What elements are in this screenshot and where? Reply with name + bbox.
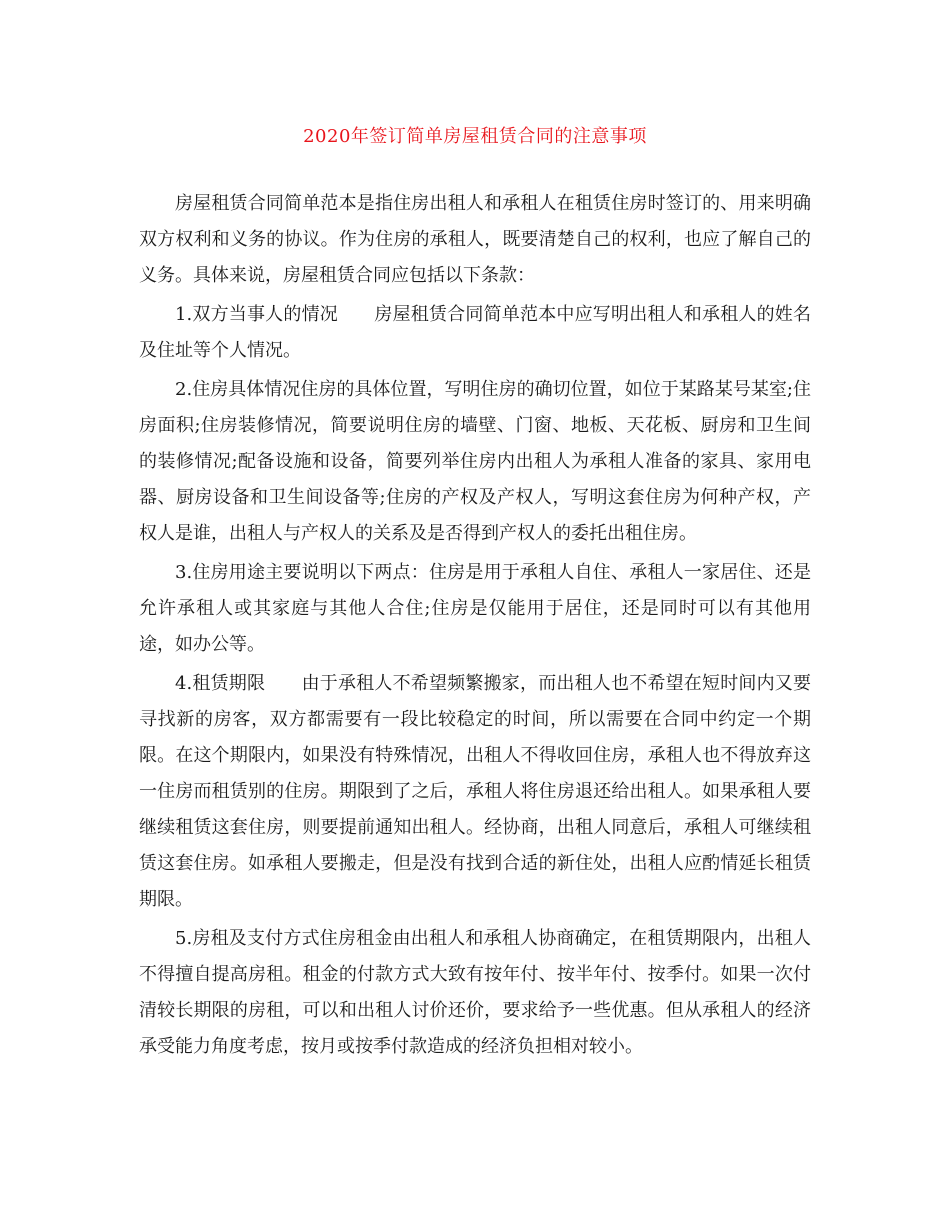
paragraph-housing-details: 2.住房具体情况住房的具体位置，写明住房的确切位置，如位于某路某号某室;住房面积;住房装修情况，简要说明住房的墙壁、门窗、地板、天花板、厨房和卫生间的装修情况;配备设施和设备，简要列举住房内出租人为承租人准备的家具、家用电器、厨房设备和卫生间设备等;住房的产权及产权人，写明这套住房为何种产权，产权人是谁，出租人与产权人的关系及是否得到产权人的委托出租住房。 [139, 379, 811, 544]
paragraph-housing-use: 3.住房用途主要说明以下两点：住房是用于承租人自住、承租人一家居住、还是允许承租人或其家庭与其他人合住;住房是仅能用于居住，还是同时可以有其他用途，如办公等。 [139, 562, 811, 655]
paragraph-rent-payment: 5.房租及支付方式住房租金由出租人和承租人协商确定，在租赁期限内，出租人不得擅自提高房租。租金的付款方式大致有按年付、按半年付、按季付。如果一次付清较长期限的房租，可以和出租人讨价还价，要求给予一些优惠。但从承租人的经济承受能力角度考虑，按月或按季付款造成的经济负担相对较小。 [139, 928, 811, 1057]
paragraph-parties: 1.双方当事人的情况 房屋租赁合同简单范本中应写明出租人和承租人的姓名及住址等个人情况。 [139, 304, 811, 361]
paragraph-intro: 房屋租赁合同简单范本是指住房出租人和承租人在租赁住房时签订的、用来明确双方权利和义务的协议。作为住房的承租人，既要清楚自己的权利，也应了解自己的义务。具体来说，房屋租赁合同应包括以下条款： [139, 193, 811, 286]
document-body [139, 186, 811, 1068]
document-title: 2020年签订简单房屋租赁合同的注意事项 [303, 126, 647, 147]
paragraph-lease-term: 4.租赁期限 由于承租人不希望频繁搬家，而出租人也不希望在短时间内又要寻找新的房客，双方都需要有一段比较稳定的时间，所以需要在合同中约定一个期限。在这个期限内，如果没有特殊情况，出租人不得收回住房，承租人也不得放弃这一住房而租赁别的住房。期限到了之后，承租人将住房退还给出租人。如果承租人要继续租赁这套住房，则要提前通知出租人。经协商，出租人同意后，承租人可继续租赁这套住房。如承租人要搬走，但是没有找到合适的新住处，出租人应酌情延长租赁期限。 [139, 673, 811, 910]
